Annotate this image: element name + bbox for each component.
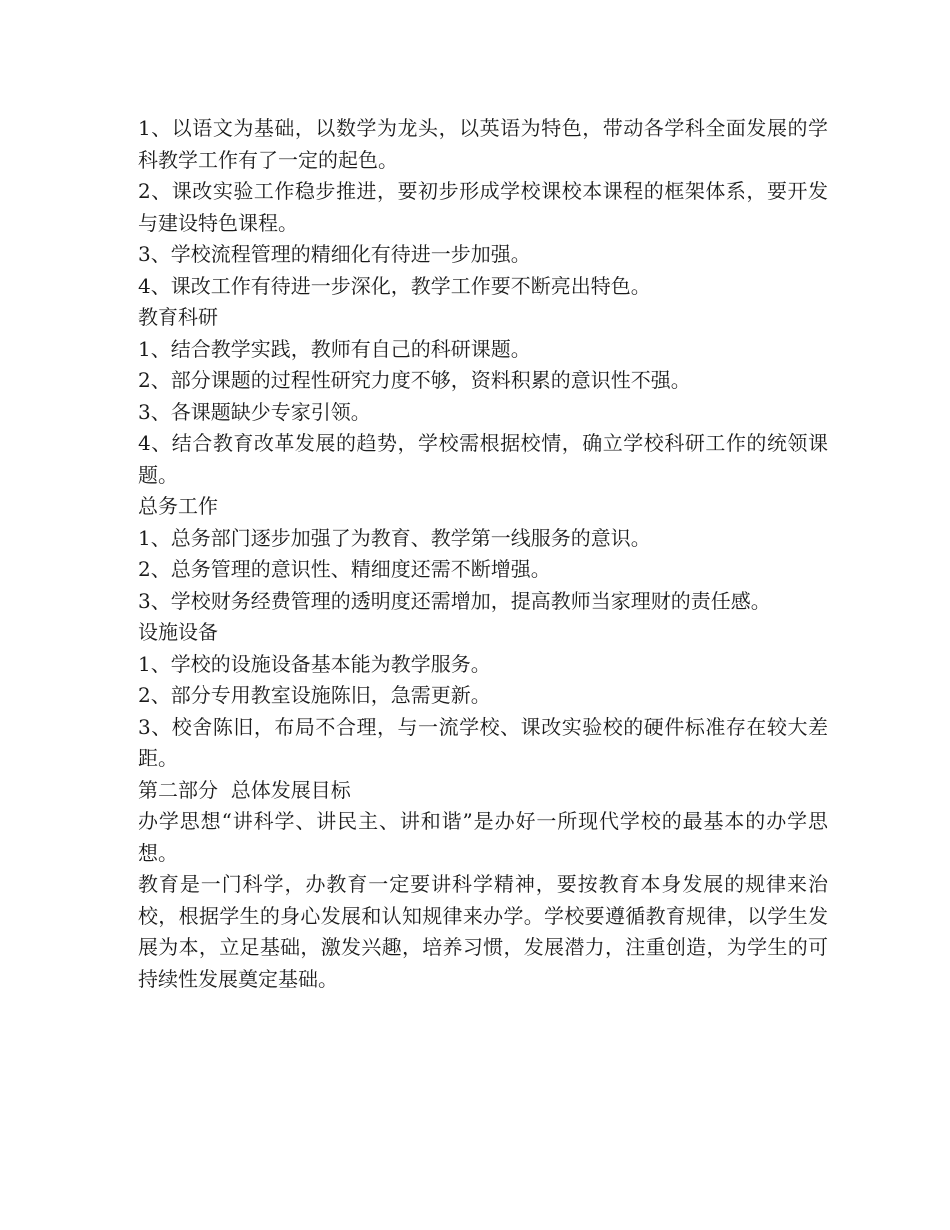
paragraph-chinese-math-english: 1、以语文为基础，以数学为龙头，以英语为特色，带动各学科全面发展的学科教学工作有了一定的起色。: [138, 116, 828, 172]
paragraph-classroom-renewal: 2、部分专用教室设施陈旧，急需更新。: [138, 683, 491, 707]
paragraph-facilities-basic: 1、学校的设施设备基本能为教学服务。: [138, 651, 491, 676]
paragraph-school-philosophy: 办学思想“讲科学、讲民主、讲和谐”是办好一所现代学校的最基本的办学思想。: [138, 809, 828, 865]
paragraph-process-management: 3、学校流程管理的精细化有待进一步加强。: [138, 242, 531, 266]
paragraph-education-science: 教育是一门科学，办教育一定要讲科学精神，要按教育本身发展的规律来治校，根据学生的身心发展和认知规律来办学。学校要遵循教育规律，以学生发展为本，立足基础，激发兴趣，培养习惯，发展潜力，注重创造，为学生的可持续性发展奠定基础。: [138, 872, 828, 991]
paragraph-research-topics: 1、结合教学实践，教师有自己的科研课题。: [138, 336, 531, 361]
section-heading-overall-goals: 第二部分 总体发展目标: [138, 777, 351, 802]
paragraph-reform-deepening: 4、课改工作有待进一步深化，教学工作要不断亮出特色。: [138, 273, 651, 298]
section-heading-education-research: 教育科研: [138, 305, 218, 329]
document-body: [138, 113, 828, 995]
section-heading-facilities: 设施设备: [138, 620, 218, 644]
paragraph-management-refinement: 2、总务管理的意识性、精细度还需不断增强。: [138, 557, 551, 581]
paragraph-research-process: 2、部分课题的过程性研究力度不够，资料积累的意识性不强。: [138, 368, 691, 392]
paragraph-service-awareness: 1、总务部门逐步加强了为教育、教学第一线服务的意识。: [138, 525, 651, 550]
paragraph-curriculum-reform: 2、课改实验工作稳步推进，要初步形成学校课校本课程的框架体系，要开发与建设特色课程。: [138, 179, 828, 235]
paragraph-finance-transparency: 3、学校财务经费管理的透明度还需增加，提高教师当家理财的责任感。: [138, 588, 771, 613]
paragraph-campus-buildings: 3、校舍陈旧，布局不合理，与一流学校、课改实验校的硬件标准存在较大差距。: [138, 714, 828, 770]
section-heading-general-affairs: 总务工作: [138, 494, 218, 518]
paragraph-expert-guidance: 3、各课题缺少专家引领。: [138, 399, 371, 424]
paragraph-leading-topic: 4、结合教育改革发展的趋势，学校需根据校情，确立学校科研工作的统领课题。: [138, 431, 828, 487]
